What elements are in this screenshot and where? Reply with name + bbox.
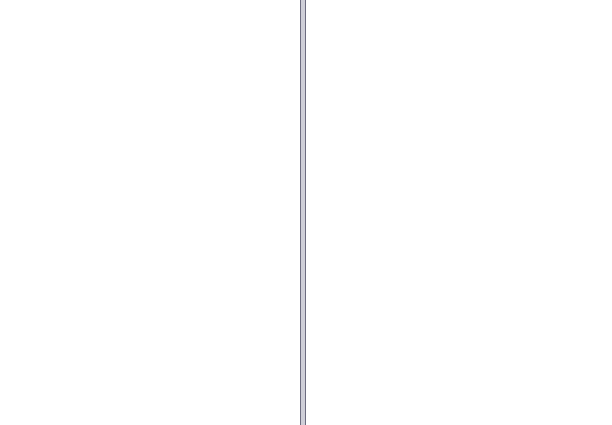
left-page	[0, 0, 300, 425]
right-page	[306, 0, 612, 425]
